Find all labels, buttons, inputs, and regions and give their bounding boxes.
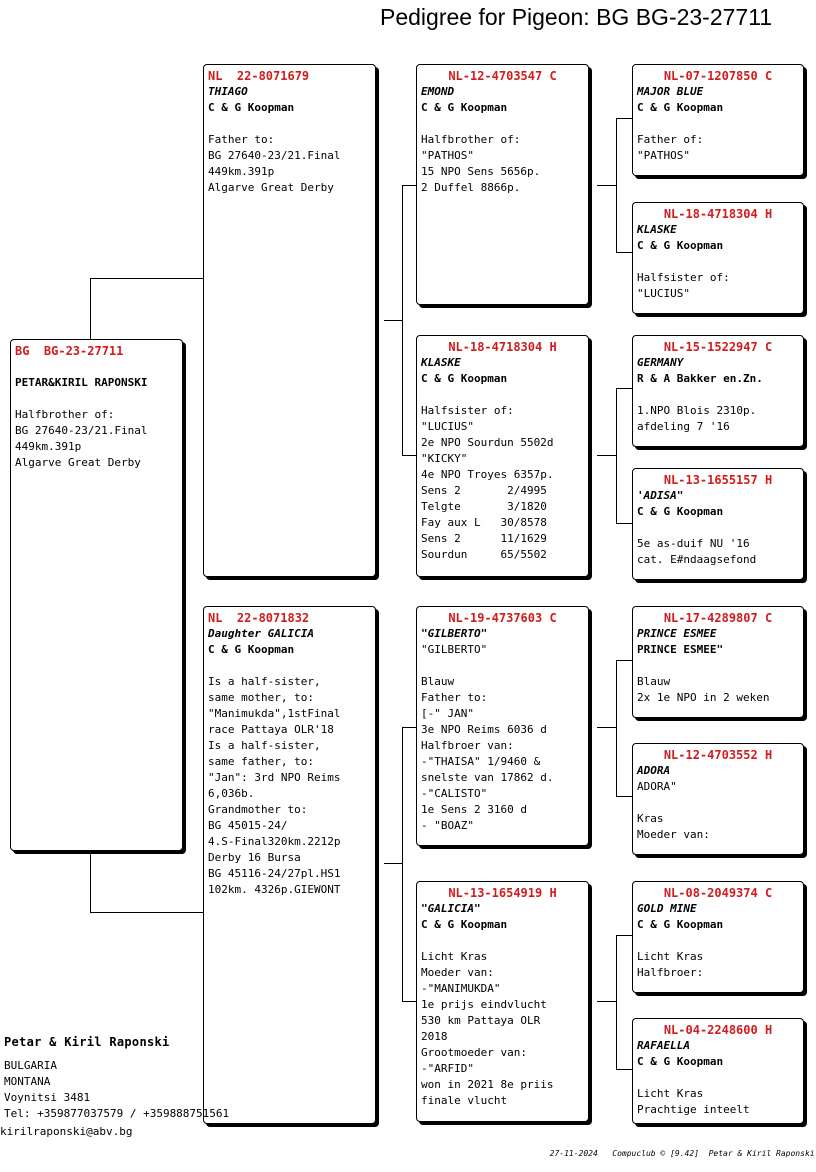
info-line: 2018 — [421, 1030, 448, 1043]
pigeon-card-mmm[interactable] — [632, 1018, 804, 1124]
connector-line — [402, 727, 403, 1001]
info-line: 5e as-duif NU '16 — [637, 537, 750, 550]
info-line: Algarve Great Derby — [208, 181, 334, 194]
info-line: same father, to: — [208, 755, 314, 768]
footer-software: Compuclub © [9.42] — [612, 1149, 699, 1158]
pigeon-card-fmm[interactable] — [632, 468, 804, 580]
info-line: Halfbrother of: — [15, 408, 115, 421]
pigeon-name: EMOND — [421, 85, 455, 98]
info-line: 2e NPO Sourdun 5502d — [421, 436, 554, 449]
owner-info — [4, 1034, 254, 1122]
connector-line — [384, 320, 402, 321]
pigeon-card-mmf[interactable] — [632, 881, 804, 993]
info-line: Father to: — [208, 133, 275, 146]
connector-line — [402, 1001, 417, 1002]
info-line: won in 2021 8e priis — [421, 1078, 554, 1091]
connector-line — [616, 1069, 632, 1070]
connector-line — [616, 252, 632, 253]
breeder-name: "GILBERTO" — [421, 643, 488, 656]
info-line: afdeling 7 '16 — [637, 420, 730, 433]
info-line: 2x 1e NPO in 2 weken — [637, 691, 770, 704]
info-line — [637, 795, 799, 811]
breeder-name: R & A Bakker en.Zn. — [637, 372, 763, 385]
pigeon-name: RAFAELLA — [637, 1039, 690, 1052]
connector-line — [90, 278, 204, 279]
pigeon-name: PRINCE ESMEE — [637, 627, 717, 640]
pigeon-name: THIAGO — [208, 85, 248, 98]
breeder-name: PRINCE ESMEE" — [637, 643, 724, 656]
connector-line — [402, 185, 417, 186]
connector-line — [616, 935, 632, 936]
ring-number: NL-07-1207850 C — [663, 69, 773, 83]
info-line: -"MANIMUKDA" — [421, 982, 501, 995]
ring-number: NL-19-4737603 C — [448, 611, 557, 625]
pigeon-card-subject[interactable] — [10, 339, 183, 851]
info-line: Is a half-sister, — [208, 739, 321, 752]
breeder-name: PETAR&KIRIL RAPONSKI — [15, 376, 148, 389]
info-line: [-" JAN" — [421, 707, 474, 720]
info-line: Blauw — [637, 675, 671, 688]
info-line — [421, 387, 584, 403]
info-line: Fay aux L 30/8578 — [421, 516, 547, 529]
connector-line — [597, 1001, 616, 1002]
connector-line — [402, 727, 417, 728]
pigeon-name: KLASKE — [637, 223, 677, 236]
connector-line — [597, 455, 616, 456]
connector-line — [90, 278, 91, 340]
owner-region: MONTANA — [4, 1075, 51, 1088]
info-line: Grootmoeder van: — [421, 1046, 527, 1059]
info-line: Algarve Great Derby — [15, 456, 141, 469]
info-line — [208, 658, 371, 674]
info-line: Licht Kras — [637, 950, 704, 963]
pigeon-name: KLASKE — [421, 356, 461, 369]
pigeon-card-mm[interactable] — [416, 881, 589, 1122]
connector-line — [616, 118, 617, 252]
info-line: Is a half-sister, — [208, 675, 321, 688]
info-line: "KICKY" — [421, 452, 468, 465]
info-line: 1e prijs eindvlucht — [421, 998, 547, 1011]
connector-line — [616, 796, 632, 797]
info-line: race Pattaya OLR'18 — [208, 723, 334, 736]
connector-line — [597, 727, 616, 728]
connector-line — [90, 852, 91, 912]
connector-line — [616, 388, 617, 523]
info-line: Father to: — [421, 691, 488, 704]
connector-line — [616, 935, 617, 1069]
info-line — [637, 254, 799, 270]
info-line: -"ARFID" — [421, 1062, 474, 1075]
connector-line — [616, 523, 632, 524]
info-line: -"THAISA" 1/9460 & — [421, 755, 541, 768]
info-line: "Manimukda",1stFinal — [208, 707, 341, 720]
info-line: - "BOAZ" — [421, 819, 474, 832]
connector-line — [616, 660, 632, 661]
info-line: "PATHOS" — [421, 149, 474, 162]
ring-number: NL-12-4703552 H — [663, 748, 773, 762]
info-line — [637, 520, 799, 536]
info-line: "Jan": 3rd NPO Reims — [208, 771, 341, 784]
ring-number: NL 22-8071832 — [208, 611, 310, 625]
breeder-name: C & G Koopman — [637, 918, 724, 931]
info-line — [637, 658, 799, 674]
breeder-name: ADORA" — [637, 780, 677, 793]
info-line: 3e NPO Reims 6036 d — [421, 723, 547, 736]
info-line: -"CALISTO" — [421, 787, 488, 800]
info-line: Licht Kras — [637, 1087, 704, 1100]
pigeon-card-ffm[interactable] — [632, 202, 804, 314]
info-line: 15 NPO Sens 5656p. — [421, 165, 541, 178]
connector-line — [402, 455, 417, 456]
info-line: Moeder van: — [421, 966, 494, 979]
owner-name: Petar & Kiril Raponski — [4, 1035, 170, 1049]
pigeon-name: "GALICIA" — [421, 902, 481, 915]
connector-line — [616, 660, 617, 796]
breeder-name: C & G Koopman — [208, 643, 295, 656]
pigeon-card-mfm[interactable] — [632, 743, 804, 855]
info-line — [637, 933, 799, 949]
info-line — [637, 387, 799, 403]
pigeon-card-mf[interactable] — [416, 606, 589, 846]
footer — [540, 1140, 815, 1158]
info-line — [637, 1070, 799, 1086]
connector-line — [402, 185, 403, 455]
info-line: 1e Sens 2 3160 d — [421, 803, 527, 816]
info-line: Telgte 3/1820 — [421, 500, 547, 513]
info-line: cat. E#ndaagsefond — [637, 553, 757, 566]
pigeon-card-father[interactable] — [203, 64, 376, 577]
info-line: Sens 2 2/4995 — [421, 484, 547, 497]
connector-line — [90, 912, 204, 913]
info-line: Halfbroer van: — [421, 739, 514, 752]
pigeon-name: MAJOR BLUE — [637, 85, 704, 98]
info-line: 6,036b. — [208, 787, 255, 800]
info-line: 4e NPO Troyes 6357p. — [421, 468, 554, 481]
info-line: Father of: — [637, 133, 704, 146]
info-line — [421, 658, 584, 674]
info-line: finale vlucht — [421, 1094, 508, 1107]
ring-number: NL-18-4718304 H — [663, 207, 773, 221]
pigeon-card-fmf[interactable] — [632, 335, 804, 447]
info-line: BG 45116-24/27pl.HS1 — [208, 867, 341, 880]
connector-line — [384, 863, 402, 864]
info-line: 2 Duffel 8866p. — [421, 181, 521, 194]
info-line: 530 km Pattaya OLR — [421, 1014, 541, 1027]
pigeon-name: GERMANY — [637, 356, 684, 369]
page-title: Pedigree for Pigeon: BG BG-23-27711 — [380, 4, 773, 30]
info-line: Halfbroer: — [637, 966, 704, 979]
breeder-name: C & G Koopman — [637, 101, 724, 114]
info-line: Sourdun 65/5502 — [421, 548, 547, 561]
ring-number: BG BG-23-27711 — [15, 344, 124, 358]
pigeon-name: Daughter GALICIA — [208, 627, 314, 640]
info-line: same mother, to: — [208, 691, 314, 704]
info-line — [637, 116, 799, 132]
info-line — [421, 933, 584, 949]
info-line: Halfsister of: — [637, 271, 730, 284]
connector-line — [616, 388, 632, 389]
pigeon-name: ADORA — [637, 764, 671, 777]
info-line: 102km. 4326p.GIEWONT — [208, 883, 341, 896]
connector-line — [597, 185, 616, 186]
pigeon-card-fm[interactable] — [416, 335, 589, 577]
info-line: BG 27640-23/21.Final — [15, 424, 148, 437]
breeder-name: C & G Koopman — [208, 101, 295, 114]
info-line: BG 45015-24/ — [208, 819, 288, 832]
ring-number: NL-17-4289807 C — [663, 611, 773, 625]
info-line: Halfsister of: — [421, 404, 514, 417]
info-line: Licht Kras — [421, 950, 488, 963]
owner-country: BULGARIA — [4, 1059, 57, 1072]
pigeon-name: "GILBERTO" — [421, 627, 488, 640]
pigeon-name: GOLD MINE — [637, 902, 697, 915]
info-line: "LUCIUS" — [421, 420, 474, 433]
info-line: Sens 2 11/1629 — [421, 532, 547, 545]
ring-number: NL 22-8071679 — [208, 69, 310, 83]
pigeon-name: 'ADISA" — [637, 489, 684, 502]
owner-phone: Tel: +359877037579 / +359888751561 — [4, 1107, 230, 1120]
ring-number: NL-04-2248600 H — [663, 1023, 773, 1037]
info-line: "PATHOS" — [637, 149, 690, 162]
ring-number: NL-08-2049374 C — [663, 886, 773, 900]
info-line: Blauw — [421, 675, 455, 688]
ring-number: NL-15-1522947 C — [663, 340, 773, 354]
info-line: 4.S-Final320km.2212p — [208, 835, 341, 848]
footer-date: 27-11-2024 — [549, 1149, 598, 1158]
breeder-name: C & G Koopman — [637, 239, 724, 252]
ring-number: NL-13-1655157 H — [663, 473, 773, 487]
info-line: Moeder van: — [637, 828, 710, 841]
info-line — [208, 116, 371, 132]
ring-number: NL-13-1654919 H — [448, 886, 557, 900]
info-line: BG 27640-23/21.Final — [208, 149, 341, 162]
ring-number: NL-18-4718304 H — [448, 340, 557, 354]
ring-number: NL-12-4703547 C — [448, 69, 557, 83]
info-line: "LUCIUS" — [637, 287, 690, 300]
info-line: 449km.391p — [208, 165, 275, 178]
info-line: Prachtige inteelt — [637, 1103, 750, 1116]
connector-line — [616, 118, 632, 119]
breeder-name: C & G Koopman — [637, 1055, 724, 1068]
info-line: 1.NPO Blois 2310p. — [637, 404, 757, 417]
info-line — [15, 391, 178, 407]
breeder-name: C & G Koopman — [421, 918, 508, 931]
breeder-name: C & G Koopman — [421, 101, 508, 114]
owner-email: kirilraponski@abv.bg — [0, 1125, 133, 1138]
info-line — [421, 116, 584, 132]
breeder-name: C & G Koopman — [421, 372, 508, 385]
info-line: Derby 16 Bursa — [208, 851, 301, 864]
info-line: 449km.391p — [15, 440, 82, 453]
info-line: Grandmother to: — [208, 803, 308, 816]
info-line: Halfbrother of: — [421, 133, 521, 146]
pigeon-name — [15, 359, 178, 375]
footer-owner: Petar & Kiril Raponski — [708, 1149, 815, 1158]
owner-address: Voynitsi 3481 — [4, 1091, 91, 1104]
pigeon-card-mff[interactable] — [632, 606, 804, 718]
info-line: Kras — [637, 812, 664, 825]
pigeon-card-fff[interactable] — [632, 64, 804, 176]
breeder-name: C & G Koopman — [637, 505, 724, 518]
pigeon-card-ff[interactable] — [416, 64, 589, 305]
info-line: snelste van 17862 d. — [421, 771, 554, 784]
